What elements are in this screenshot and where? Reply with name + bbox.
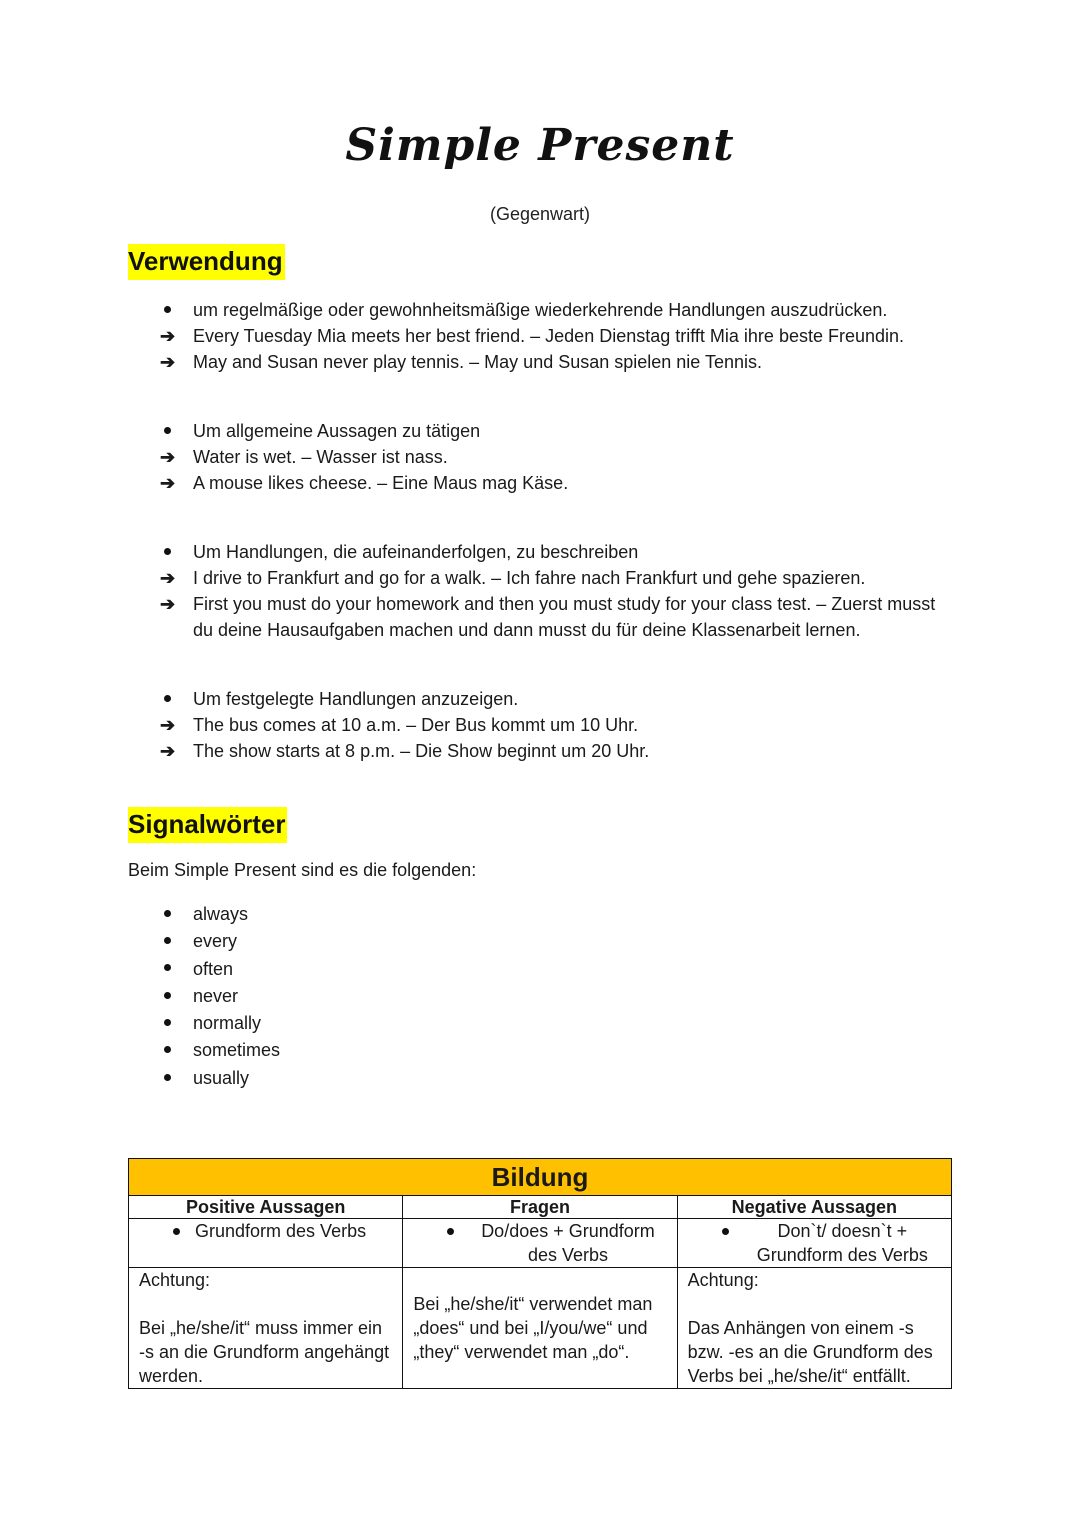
list-item: normally xyxy=(160,1010,280,1037)
signalwoerter-intro: Beim Simple Present sind es die folgenden: xyxy=(128,860,477,880)
usage-bullet: Um festgelegte Handlungen anzuzeigen. xyxy=(160,686,649,712)
list-item: usually xyxy=(160,1065,280,1092)
usage-group-4 xyxy=(160,686,649,764)
arrow-right-icon: ➔ xyxy=(160,594,176,614)
arrow-right-icon: ➔ xyxy=(160,447,176,467)
list-item: always xyxy=(160,901,280,928)
bullet-icon xyxy=(164,1046,171,1053)
usage-example: ➔ The bus comes at 10 a.m. – Der Bus kommt um 10 Uhr. xyxy=(160,712,649,738)
usage-group-2 xyxy=(160,418,568,496)
bullet-icon xyxy=(173,1228,180,1235)
usage-example: ➔ May and Susan never play tennis. – May und Susan spielen nie Tennis. xyxy=(160,349,904,375)
bullet-icon xyxy=(722,1228,729,1235)
list-item: often xyxy=(160,956,280,983)
bildung-table xyxy=(128,1158,952,1389)
usage-group-1 xyxy=(160,297,904,375)
column-header-questions: Fragen xyxy=(403,1196,677,1219)
usage-group-3 xyxy=(160,539,953,643)
usage-example: ➔ I drive to Frankfurt and go for a walk. – Ich fahre nach Frankfurt und gehe spazieren. xyxy=(160,565,953,591)
note-label: Achtung: xyxy=(139,1270,211,1290)
arrow-right-icon: ➔ xyxy=(160,741,176,761)
note-positive xyxy=(129,1268,403,1389)
list-item: every xyxy=(160,928,280,955)
arrow-right-icon: ➔ xyxy=(160,715,176,735)
rule-negative: Don`t/ doesn`t + Grundform des Verbs xyxy=(677,1219,951,1268)
usage-example: ➔ Every Tuesday Mia meets her best friend. – Jeden Dienstag trifft Mia ihre beste Freundin. xyxy=(160,323,904,349)
usage-example: ➔ The show starts at 8 p.m. – Die Show beginnt um 20 Uhr. xyxy=(160,738,649,764)
page-subtitle: (Gegenwart) xyxy=(489,204,591,224)
note-questions xyxy=(403,1268,677,1389)
list-item: never xyxy=(160,983,280,1010)
bullet-icon xyxy=(447,1228,454,1235)
list-item: sometimes xyxy=(160,1037,280,1064)
note-text: Das Anhängen von einem -s bzw. -es an die Grundform des Verbs bei „he/she/it“ entfällt. xyxy=(687,1318,933,1386)
bullet-icon xyxy=(164,548,171,555)
rule-questions: Do/does + Grundform des Verbs xyxy=(403,1219,677,1268)
bullet-icon xyxy=(164,695,171,702)
bullet-icon xyxy=(164,964,171,971)
usage-bullet: Um allgemeine Aussagen zu tätigen xyxy=(160,418,568,444)
column-header-positive: Positive Aussagen xyxy=(129,1196,403,1219)
bildung-heading: Bildung xyxy=(129,1159,952,1196)
section-heading-signalwoerter: Signalwörter xyxy=(128,807,287,843)
bullet-icon xyxy=(164,1019,171,1026)
arrow-right-icon: ➔ xyxy=(160,568,176,588)
bullet-icon xyxy=(164,910,171,917)
note-negative xyxy=(677,1268,951,1389)
usage-example: ➔ First you must do your homework and then you must study for your class test. – Zuerst musst du deine Hausaufgaben machen und dann musst du für deine Klassenarbeit lernen. xyxy=(160,591,953,643)
usage-example: ➔ Water is wet. – Wasser ist nass. xyxy=(160,444,568,470)
arrow-right-icon: ➔ xyxy=(160,473,176,493)
note-text: Bei „he/she/it“ verwendet man „does“ und bei „I/you/we“ und „they“ verwendet man „do“. xyxy=(413,1294,653,1362)
rule-positive: Grundform des Verbs xyxy=(129,1219,403,1268)
signal-word-list xyxy=(160,901,280,1092)
bullet-icon xyxy=(164,306,171,313)
column-header-negative: Negative Aussagen xyxy=(677,1196,951,1219)
arrow-right-icon: ➔ xyxy=(160,326,176,346)
section-heading-verwendung: Verwendung xyxy=(128,244,285,280)
bullet-icon xyxy=(164,1074,171,1081)
usage-bullet: um regelmäßige oder gewohnheitsmäßige wiederkehrende Handlungen auszudrücken. xyxy=(160,297,904,323)
bullet-icon xyxy=(164,992,171,999)
bullet-icon xyxy=(164,427,171,434)
note-label: Achtung: xyxy=(687,1270,759,1290)
usage-example: ➔ A mouse likes cheese. – Eine Maus mag Käse. xyxy=(160,470,568,496)
note-text: Bei „he/she/it“ muss immer ein -s an die Grundform angehängt werden. xyxy=(139,1318,390,1386)
usage-bullet: Um Handlungen, die aufeinanderfolgen, zu beschreiben xyxy=(160,539,953,565)
page-title: Simple Present xyxy=(345,120,735,171)
bullet-icon xyxy=(164,937,171,944)
arrow-right-icon: ➔ xyxy=(160,352,176,372)
